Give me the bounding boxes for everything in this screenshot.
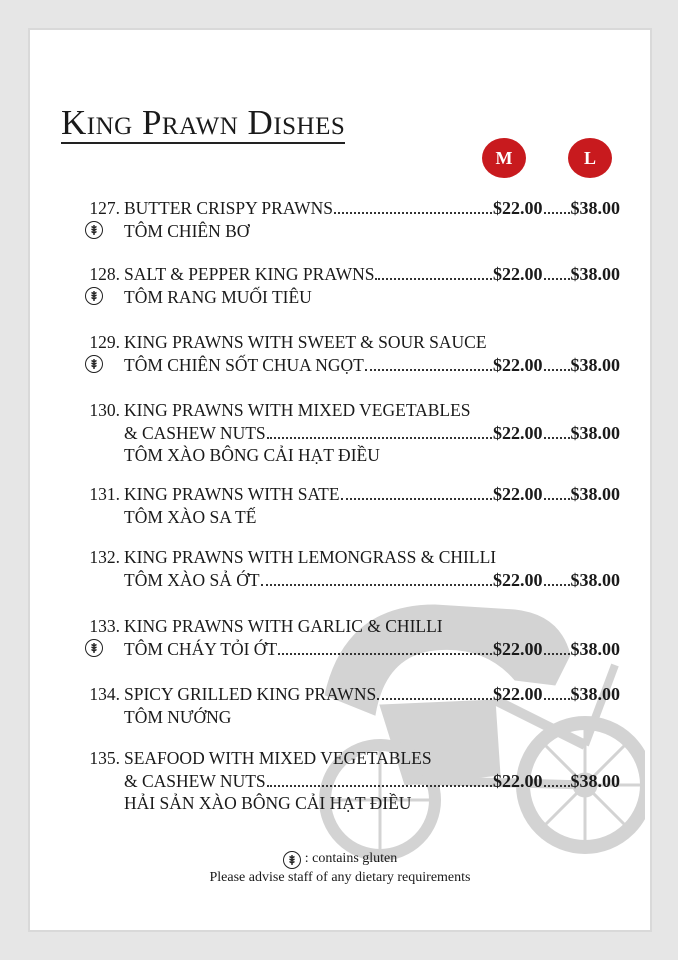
leader-dots — [544, 437, 570, 439]
item-vietnamese: TÔM RANG MUỐI TIÊU — [124, 286, 312, 307]
leader-dots — [267, 785, 492, 787]
item-name: SPICY GRILLED KING PRAWNS — [124, 684, 377, 704]
menu-item — [80, 683, 620, 728]
leader-dots — [278, 653, 492, 655]
menu-item — [80, 399, 620, 467]
item-name: KING PRAWNS WITH SATE — [124, 484, 340, 504]
leader-dots — [334, 212, 492, 214]
price-medium: $22.00 — [493, 569, 543, 590]
wheat-icon — [85, 287, 103, 305]
item-name: KING PRAWNS WITH GARLIC & CHILLI — [124, 616, 443, 636]
leader-dots — [544, 653, 570, 655]
leader-dots — [375, 278, 492, 280]
item-number: 135. — [89, 748, 120, 768]
item-name: TÔM CHIÊN SỐT CHUA NGỌT — [124, 354, 364, 375]
item-number: 134. — [89, 684, 120, 704]
gluten-legend-text: : contains gluten — [304, 851, 398, 866]
menu-item — [80, 546, 620, 591]
leader-dots — [341, 498, 492, 500]
item-vietnamese: TÔM NƯỚNG — [124, 706, 232, 727]
item-vietnamese: TÔM CHIÊN BƠ — [124, 220, 250, 241]
price-medium: $22.00 — [493, 264, 543, 284]
item-name: KING PRAWNS WITH MIXED VEGETABLES — [124, 400, 471, 420]
item-name: BUTTER CRISPY PRAWNS — [124, 198, 333, 218]
price-medium: $22.00 — [493, 354, 543, 375]
wheat-icon — [85, 221, 103, 239]
item-name: KING PRAWNS WITH SWEET & SOUR SAUCE — [124, 332, 487, 352]
item-name: KING PRAWNS WITH LEMONGRASS & CHILLI — [124, 547, 497, 567]
leader-dots — [544, 785, 570, 787]
dietary-advice: Please advise staff of any dietary requirements — [209, 870, 471, 885]
leader-dots — [544, 212, 570, 214]
leader-dots — [544, 498, 570, 500]
item-number: 128. — [89, 264, 120, 284]
item-name: SEAFOOD WITH MIXED VEGETABLES — [124, 748, 432, 768]
price-large: $38.00 — [570, 484, 620, 504]
price-medium: $22.00 — [493, 422, 543, 443]
leader-dots — [544, 278, 570, 280]
leader-dots — [365, 369, 492, 371]
item-vietnamese: TÔM XÀO BÔNG CẢI HẠT ĐIỀU — [124, 445, 380, 465]
item-vietnamese: HẢI SẢN XÀO BÔNG CẢI HẠT ĐIỀU — [124, 793, 412, 813]
footer — [30, 850, 650, 886]
menu-page — [30, 30, 650, 930]
item-number: 130. — [89, 400, 120, 420]
menu-item — [80, 263, 620, 308]
menu-item — [80, 615, 620, 660]
wheat-icon — [283, 851, 301, 869]
price-large: $38.00 — [570, 264, 620, 284]
leader-dots — [377, 698, 492, 700]
price-large: $38.00 — [570, 354, 620, 375]
price-medium: $22.00 — [493, 684, 543, 704]
price-large: $38.00 — [570, 770, 620, 791]
price-large: $38.00 — [570, 198, 620, 218]
leader-dots — [544, 584, 570, 586]
item-name: & CASHEW NUTS — [124, 770, 266, 791]
item-number: 132. — [89, 547, 120, 567]
item-number: 127. — [89, 198, 120, 218]
leader-dots — [544, 369, 570, 371]
item-name: TÔM XÀO SẢ ỚT — [124, 569, 260, 590]
leader-dots — [267, 437, 492, 439]
wheat-icon — [85, 639, 103, 657]
price-medium: $22.00 — [493, 198, 543, 218]
price-large: $38.00 — [570, 684, 620, 704]
leader-dots — [544, 698, 570, 700]
price-medium: $22.00 — [493, 770, 543, 791]
wheat-icon — [85, 355, 103, 373]
item-number: 133. — [89, 616, 120, 636]
item-number: 129. — [89, 332, 120, 352]
size-medium-badge: M — [482, 138, 526, 178]
menu-item — [80, 747, 620, 815]
menu-item — [80, 483, 620, 528]
page-title: King Prawn Dishes — [61, 103, 346, 142]
menu-item — [80, 331, 620, 376]
leader-dots — [261, 584, 492, 586]
menu-item — [80, 197, 620, 242]
price-large: $38.00 — [570, 569, 620, 590]
size-large-badge: L — [568, 138, 612, 178]
gluten-legend — [30, 850, 650, 869]
item-name: TÔM CHÁY TỎI ỚT — [124, 638, 278, 659]
item-name: SALT & PEPPER KING PRAWNS — [124, 264, 375, 284]
item-number: 131. — [89, 484, 120, 504]
price-medium: $22.00 — [493, 638, 543, 659]
item-name: & CASHEW NUTS — [124, 422, 266, 443]
price-large: $38.00 — [570, 422, 620, 443]
price-medium: $22.00 — [493, 484, 543, 504]
price-large: $38.00 — [570, 638, 620, 659]
item-vietnamese: TÔM XÀO SA TẾ — [124, 506, 257, 527]
